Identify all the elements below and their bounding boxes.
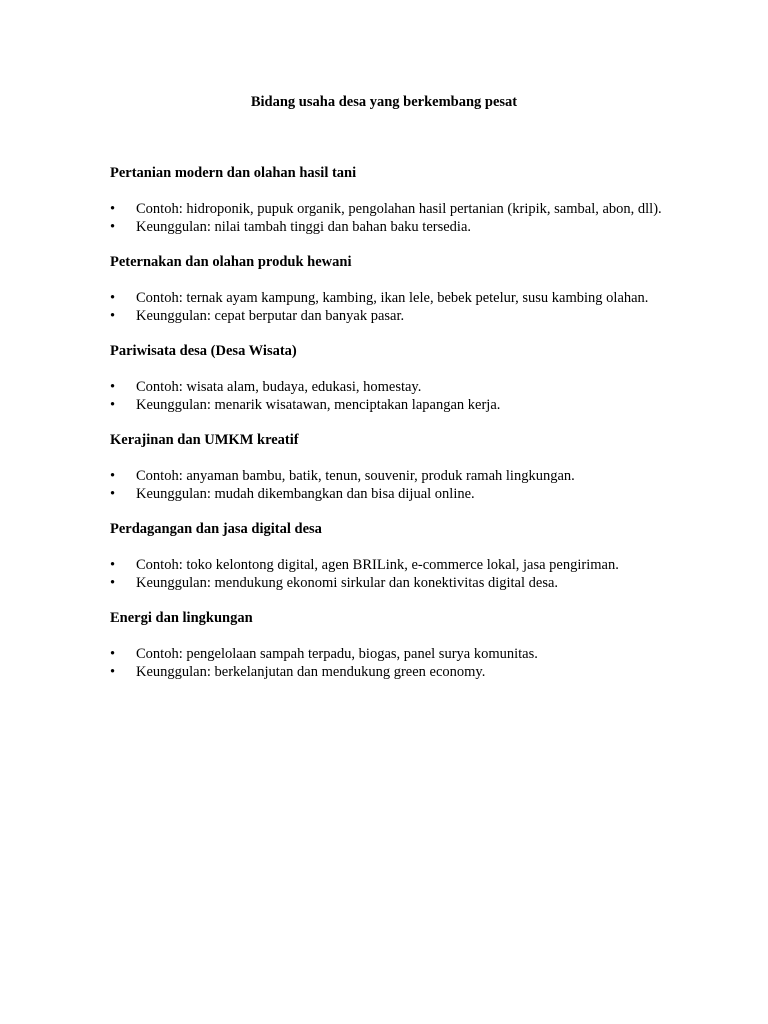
bullet-icon: •: [110, 557, 116, 573]
list-item: [110, 201, 670, 219]
bullet-icon: •: [110, 396, 116, 413]
bullet-icon: •: [110, 663, 116, 680]
section-heading: Kerajinan dan UMKM kreatif: [110, 432, 299, 448]
section-kerajinan: [110, 432, 670, 503]
bullet-icon: •: [110, 574, 116, 591]
list-item-text: Contoh: toko kelontong digital, agen BRILink, e-commerce lokal, jasa pengiriman.: [136, 557, 619, 573]
list-item: [110, 646, 670, 664]
section-perdagangan: [110, 521, 670, 592]
bullet-list: [110, 468, 670, 503]
list-item-text: Keunggulan: mendukung ekonomi sirkular dan konektivitas digital desa.: [136, 574, 559, 591]
bullet-icon: •: [110, 218, 116, 235]
section-heading: Energi dan lingkungan: [110, 610, 253, 626]
list-item: [110, 397, 670, 415]
list-item: [110, 575, 670, 593]
bullet-list: [110, 557, 670, 592]
section-heading: Perdagangan dan jasa digital desa: [110, 521, 322, 537]
bullet-list: [110, 379, 670, 414]
list-item-text: Contoh: hidroponik, pupuk organik, pengolahan hasil pertanian (kripik, sambal, abon, dll).: [136, 201, 662, 217]
list-item: [110, 219, 670, 237]
list-item: [110, 308, 670, 326]
section-pariwisata: [110, 343, 670, 414]
section-heading: Pertanian modern dan olahan hasil tani: [110, 165, 357, 181]
bullet-icon: •: [110, 468, 116, 484]
list-item-text: Contoh: ternak ayam kampung, kambing, ikan lele, bebek petelur, susu kambing olahan.: [136, 290, 649, 306]
bullet-icon: •: [110, 485, 116, 502]
section-heading: Pariwisata desa (Desa Wisata): [110, 343, 297, 359]
bullet-icon: •: [110, 379, 116, 395]
list-item-text: Contoh: wisata alam, budaya, edukasi, homestay.: [136, 379, 422, 395]
list-item: [110, 290, 670, 308]
list-item-text: Keunggulan: berkelanjutan dan mendukung green economy.: [136, 663, 486, 680]
bullet-list: [110, 201, 670, 236]
list-item: [110, 379, 670, 397]
bullet-icon: •: [110, 201, 116, 217]
section-energi: [110, 610, 670, 681]
list-item-text: Keunggulan: nilai tambah tinggi dan bahan baku tersedia.: [136, 218, 472, 235]
list-item-text: Keunggulan: menarik wisatawan, menciptakan lapangan kerja.: [136, 396, 501, 413]
list-item: [110, 486, 670, 504]
list-item-text: Keunggulan: mudah dikembangkan dan bisa dijual online.: [136, 485, 475, 502]
list-item-text: Contoh: pengelolaan sampah terpadu, biogas, panel surya komunitas.: [136, 646, 538, 662]
list-item: [110, 664, 670, 682]
section-pertanian: [110, 165, 670, 236]
bullet-icon: •: [110, 290, 116, 306]
section-heading: Peternakan dan olahan produk hewani: [110, 254, 352, 270]
document-body: [110, 165, 670, 699]
document-title: Bidang usaha desa yang berkembang pesat: [250, 94, 518, 110]
bullet-list: [110, 646, 670, 681]
list-item: [110, 557, 670, 575]
bullet-icon: •: [110, 646, 116, 662]
list-item: [110, 468, 670, 486]
bullet-list: [110, 290, 670, 325]
list-item-text: Contoh: anyaman bambu, batik, tenun, souvenir, produk ramah lingkungan.: [136, 468, 575, 484]
list-item-text: Keunggulan: cepat berputar dan banyak pasar.: [136, 307, 405, 324]
section-peternakan: [110, 254, 670, 325]
bullet-icon: •: [110, 307, 116, 324]
